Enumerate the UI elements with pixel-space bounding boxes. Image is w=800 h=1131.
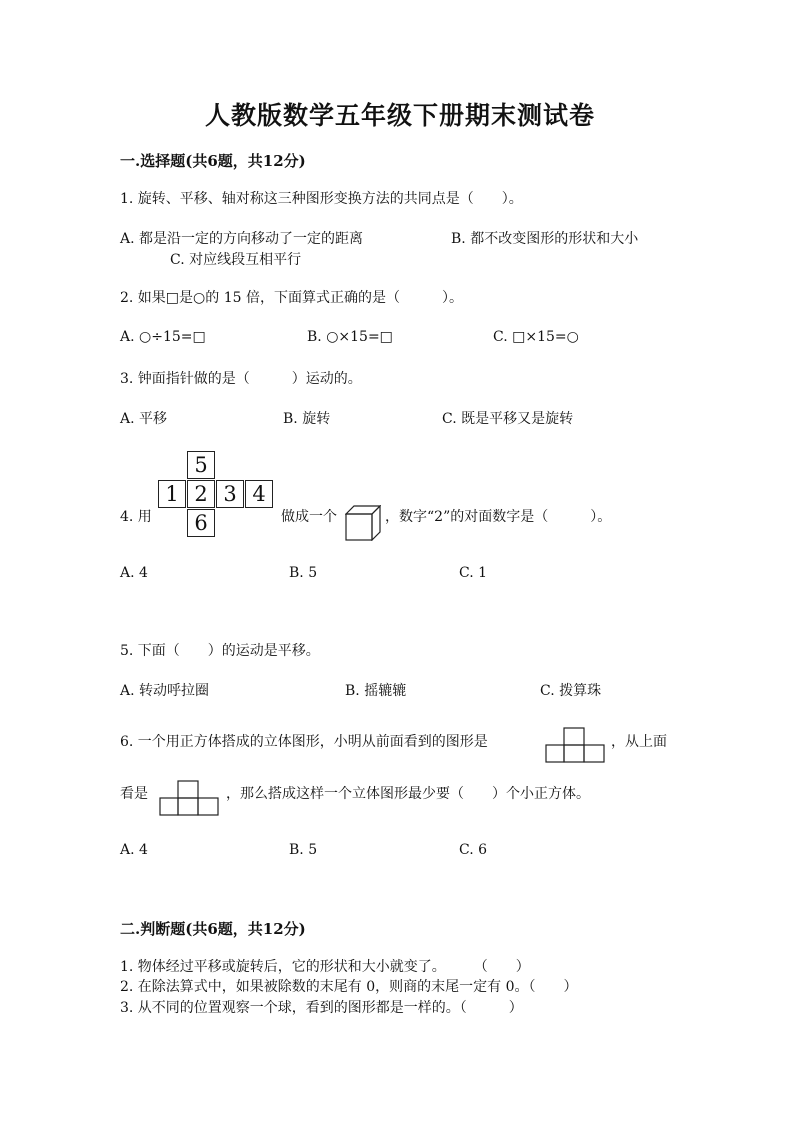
question-6-line1-suffix: ，从上面	[611, 734, 667, 750]
question-6-line2-suffix: ，那么搭成这样一个立体图形最少要（ ）个小正方体。	[226, 786, 590, 802]
judgment-item-2: 2. 在除法算式中，如果被除数的末尾有 0，则商的末尾一定有 0。（ ）	[120, 979, 578, 995]
q2-option-b[interactable]: B. ○×15=□	[307, 329, 393, 345]
judgment-item-3: 3. 从不同的位置观察一个球，看到的图形都是一样的。（ ）	[120, 1000, 523, 1016]
q3-option-c[interactable]: C. 既是平移又是旋转	[442, 411, 574, 427]
question-4-prefix: 4. 用	[120, 509, 152, 525]
q4-option-c[interactable]: C. 1	[459, 565, 488, 581]
net-cell-row-4: 4	[245, 480, 273, 508]
q3-option-a[interactable]: A. 平移	[120, 411, 168, 427]
q1-option-c[interactable]: C. 对应线段互相平行	[170, 252, 302, 268]
judgment-item-1: 1. 物体经过平移或旋转后，它的形状和大小就变了。 （ ）	[120, 959, 530, 975]
net-cell-row-2: 2	[187, 480, 215, 508]
net-cell-row-3: 3	[216, 480, 244, 508]
question-2: 2. 如果□是○的 15 倍，下面算式正确的是（ ）。	[120, 290, 463, 306]
q6-option-c[interactable]: C. 6	[459, 842, 488, 858]
net-cell-row-1: 1	[158, 480, 186, 508]
q1-option-b[interactable]: B. 都不改变图形的形状和大小	[451, 231, 639, 247]
question-6-line1-prefix: 6. 一个用正方体搭成的立体图形，小明从前面看到的图形是	[120, 734, 488, 750]
top-view-figure	[159, 780, 219, 816]
q5-option-c[interactable]: C. 拨算珠	[540, 683, 602, 699]
question-4-suffix: ，数字“2”的对面数字是（ ）。	[385, 509, 612, 525]
question-6-line2-prefix: 看是	[120, 786, 148, 802]
q5-option-a[interactable]: A. 转动呼拉圈	[120, 683, 210, 699]
question-4-middle: 做成一个	[281, 509, 337, 525]
q3-option-b[interactable]: B. 旋转	[283, 411, 331, 427]
cube-net-figure	[158, 451, 274, 537]
q4-option-a[interactable]: A. 4	[120, 565, 148, 581]
q6-option-b[interactable]: B. 5	[289, 842, 318, 858]
page-title: 人教版数学五年级下册期末测试卷	[204, 101, 595, 130]
cube-icon	[345, 505, 381, 541]
q4-option-b[interactable]: B. 5	[289, 565, 318, 581]
net-cell-bottom: 6	[187, 509, 215, 537]
question-3: 3. 钟面指针做的是（ ）运动的。	[120, 371, 362, 387]
question-5: 5. 下面（ ）的运动是平移。	[120, 643, 320, 659]
net-cell-top: 5	[187, 451, 215, 479]
q2-option-c[interactable]: C. □×15=○	[493, 329, 579, 345]
question-1: 1. 旋转、平移、轴对称这三种图形变换方法的共同点是（ ）。	[120, 191, 523, 207]
q2-option-a[interactable]: A. ○÷15=□	[120, 329, 206, 345]
q5-option-b[interactable]: B. 摇辘辘	[345, 683, 407, 699]
section-heading-choice: 一.选择题(共6题，共12分)	[120, 152, 306, 170]
section-heading-judgment: 二.判断题(共6题，共12分)	[120, 920, 306, 938]
q1-option-a[interactable]: A. 都是沿一定的方向移动了一定的距离	[120, 231, 364, 247]
front-view-figure	[545, 727, 605, 763]
q6-option-a[interactable]: A. 4	[120, 842, 148, 858]
